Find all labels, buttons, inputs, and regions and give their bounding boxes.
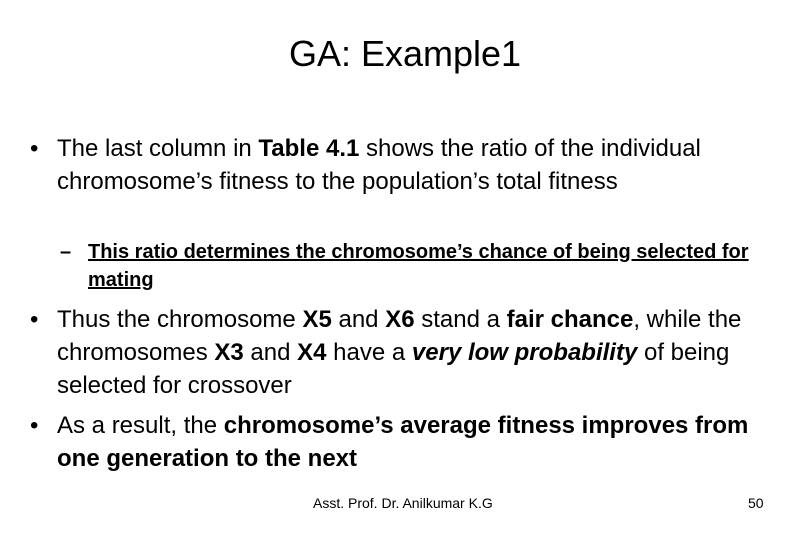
page-number: 50 <box>748 495 764 511</box>
bullet-marker: • <box>30 412 39 439</box>
chromosome-x5: X5 <box>302 306 332 333</box>
bullet-2-text-part: and <box>331 306 386 333</box>
bullet-2-text <box>57 303 750 402</box>
bullet-2-text-part: have a <box>326 339 412 366</box>
chromosome-x4: X4 <box>297 339 327 366</box>
bullet-2-text-part: Thus the chromosome <box>57 306 303 333</box>
bullet-2-text-part: stand a <box>414 306 507 333</box>
bullet-2 <box>30 303 750 402</box>
bullet-marker: • <box>30 306 39 333</box>
bullet-marker: • <box>30 135 39 162</box>
footer-author: Asst. Prof. Dr. Anilkumar K.G <box>313 495 493 511</box>
sub-bullet-1-text: This ratio determines the chromosome’s chance of being selected for mating <box>88 241 749 291</box>
chromosome-x3: X3 <box>214 339 244 366</box>
chromosome-x6: X6 <box>385 306 415 333</box>
bullet-1-text-part: shows the ratio of the individual chromosome’s fitness to the population’s total fitness <box>57 135 701 195</box>
bullet-3 <box>30 409 750 475</box>
sub-bullet-marker: – <box>60 241 72 263</box>
slide-title: GA: Example1 <box>288 33 522 74</box>
low-probability-emphasis: very low probability <box>411 339 638 366</box>
bullet-1-text <box>57 132 750 198</box>
bullet-3-text-part: As a result, the <box>57 412 224 439</box>
bullet-1 <box>30 132 750 198</box>
table-reference: Table 4.1 <box>258 135 360 162</box>
bullet-1-text-part: The last column in <box>57 135 259 162</box>
average-fitness-emphasis: chromosome’s average fitness improves from one generation to the next <box>57 412 749 472</box>
fair-chance-emphasis: fair chance <box>506 306 634 333</box>
bullet-2-text-part: of being selected for crossover <box>57 339 730 399</box>
bullet-2-text-part: and <box>243 339 298 366</box>
bullet-3-text <box>57 409 750 475</box>
bullet-2-text-part: , while the chromosomes <box>57 306 742 366</box>
sub-bullet-1 <box>60 238 760 294</box>
